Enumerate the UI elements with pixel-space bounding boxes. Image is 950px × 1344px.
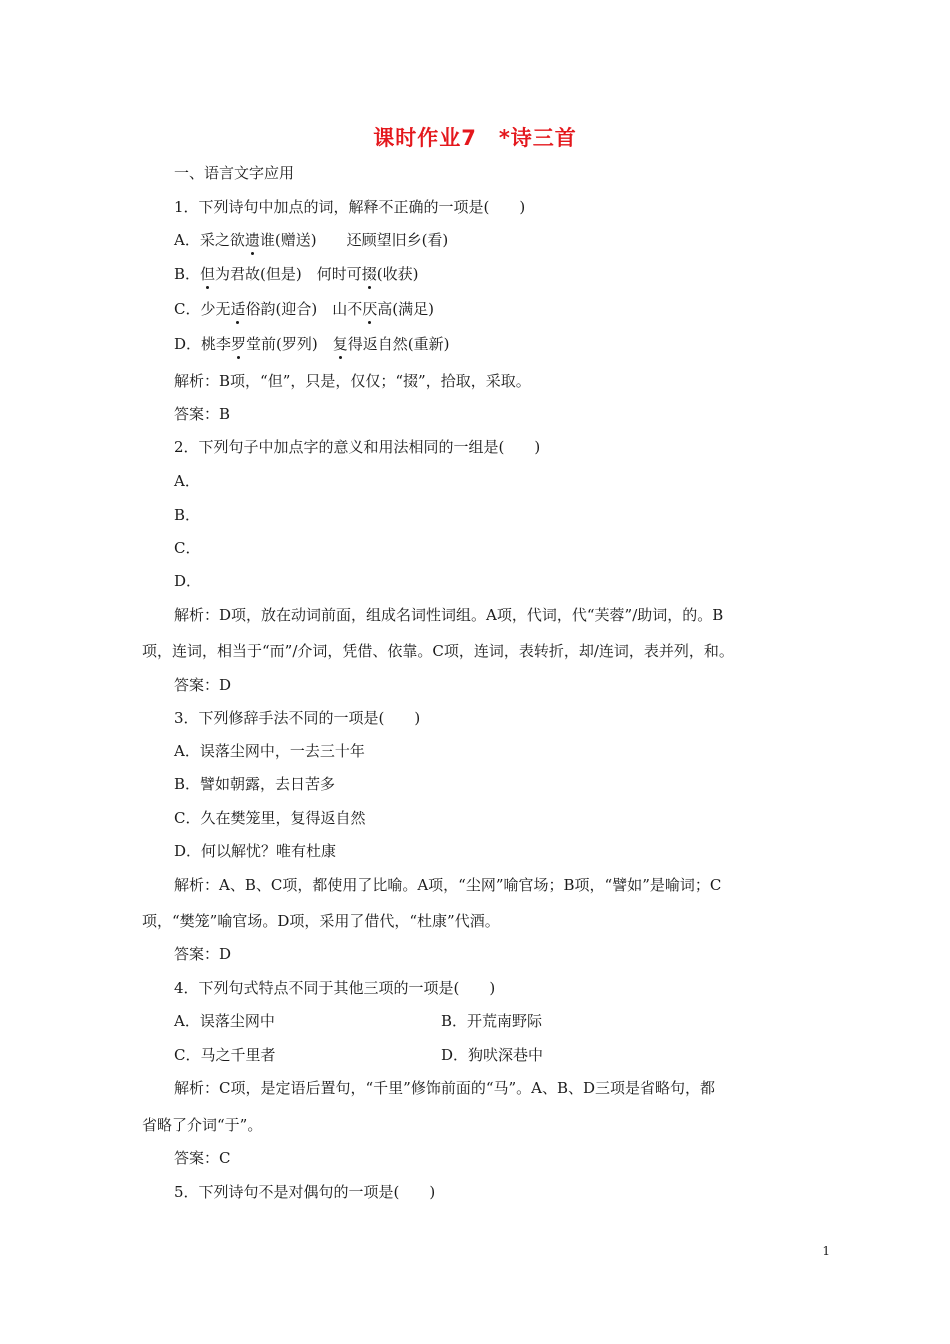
q3-option-a: A．误落尘网中，一去三十年 (174, 742, 365, 760)
q1-analysis: 解析：B项，“但”，只是，仅仅；“掇”，拾取，采取。 (174, 372, 531, 390)
emphasis-dot-char: 但 (200, 265, 216, 283)
page-title: 课时作业7 *诗三首 (373, 126, 577, 150)
q4-option-b: B．开荒南野际 (441, 1012, 543, 1030)
q4-stem: 4．下列句式特点不同于其他三项的一项是( ) (174, 979, 496, 997)
q3-analysis-line2: 项，“樊笼”喻官场。D项，采用了借代，“杜康”代酒。 (142, 912, 500, 930)
q2-option-a: A． (174, 472, 200, 490)
q2-analysis-line1: 解析：D项，放在动词前面，组成名词性词组。A项，代词，代“芙蓉”/助词，的。B (174, 606, 724, 624)
q4-analysis-line1: 解析：C项，是定语后置句，“千里”修饰前面的“马”。A、B、D三项是省略句，都 (174, 1079, 716, 1097)
q3-option-c: C．久在樊笼里，复得返自然 (174, 809, 366, 827)
q2-option-b: B． (174, 506, 201, 524)
emphasis-dot-char: 罗 (231, 335, 247, 353)
q1-option-b: B．但为君故(但是) 何时可掇(收获) (174, 265, 419, 283)
q4-option-c: C．马之千里者 (174, 1046, 276, 1064)
emphasis-dot-char: 复 (332, 335, 348, 353)
q1-stem: 1．下列诗句中加点的词，解释不正确的一项是( ) (174, 198, 526, 216)
q4-option-d: D．狗吠深巷中 (441, 1046, 544, 1064)
q2-stem: 2．下列句子中加点字的意义和用法相同的一组是( ) (174, 438, 541, 456)
emphasis-dot-char: 厌 (362, 300, 378, 318)
section-heading: 一、语言文字应用 (174, 164, 295, 182)
q1-option-c: C．少无适俗韵(迎合) 山不厌高(满足) (174, 300, 434, 318)
emphasis-dot-char: 遗 (244, 231, 260, 249)
q2-option-d: D． (174, 572, 202, 590)
q3-answer: 答案：D (174, 945, 232, 963)
q2-answer: 答案：D (174, 676, 232, 694)
q4-analysis-line2: 省略了介词“于”。 (142, 1116, 263, 1134)
q1-option-d: D．桃李罗堂前(罗列) 复得返自然(重新) (174, 335, 450, 353)
q5-stem: 5．下列诗句不是对偶句的一项是( ) (174, 1183, 436, 1201)
q3-stem: 3．下列修辞手法不同的一项是( ) (174, 709, 421, 727)
q3-option-d: D．何以解忧？唯有杜康 (174, 842, 337, 860)
q2-analysis-line2: 项，连词，相当于“而”/介词，凭借、依靠。C项，连词，表转折，却/连词，表并列，和。 (142, 642, 734, 660)
q2-option-c: C． (174, 539, 201, 557)
q1-answer: 答案：B (174, 405, 231, 423)
q4-option-a: A．误落尘网中 (174, 1012, 275, 1030)
q3-option-b: B．譬如朝露，去日苦多 (174, 775, 336, 793)
q1-option-a: A．采之欲遗谁(赠送) 还顾望旧乡(看) (174, 231, 449, 249)
emphasis-dot-char: 掇 (361, 265, 377, 283)
q4-answer: 答案：C (174, 1149, 231, 1167)
q3-analysis-line1: 解析：A、B、C项，都使用了比喻。A项，“尘网”喻官场；B项，“譬如”是喻词；C (174, 876, 722, 894)
emphasis-dot-char: 适 (230, 300, 246, 318)
page-number: 1 (822, 1244, 830, 1258)
